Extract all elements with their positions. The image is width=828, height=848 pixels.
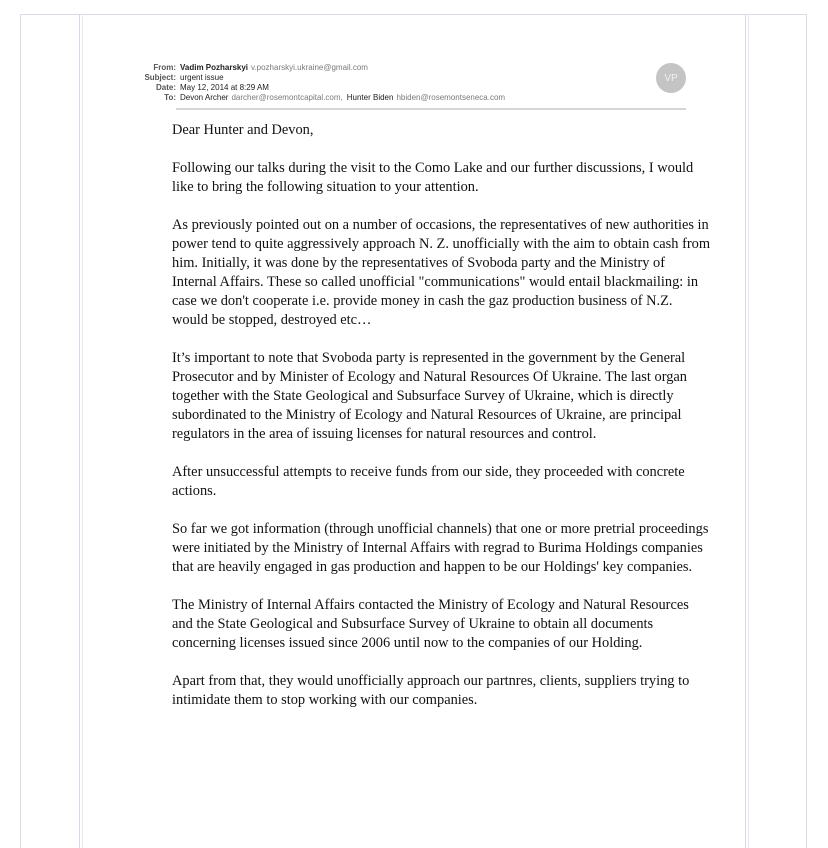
sender-email[interactable]: v.pozharskyi.ukraine@gmail.com [251,63,368,72]
recipient-email[interactable]: darcher@rosemontcapital.com, [231,93,343,102]
date-value: May 12, 2014 at 8:29 AM [180,83,269,92]
from-row [100,63,686,73]
email-body [172,121,712,729]
subject-row [100,73,686,83]
subject-value: urgent issue [180,73,224,82]
recipient-email[interactable]: hbiden@rosemontseneca.com [396,93,506,102]
body-paragraph: The Ministry of Internal Affairs contacted the Ministry of Ecology and Natural Resources and the State Geological and Subsurface Survey of Ukraine to obtain all documents concerning licenses issued since 2006 until now to the companies of our Holding. [172,597,689,651]
from-label: From: [153,63,176,72]
body-paragraph: Apart from that, they would unofficially approach our partnres, clients, suppliers trying to intimidate them to stop working with our companies. [172,673,690,708]
left-margin-rule [79,14,80,848]
subject-label: Subject: [144,73,176,82]
right-margin-rule-inner [748,14,749,848]
body-paragraph: As previously pointed out on a number of occasions, the representatives of new authorities in power tend to quite aggressively approach N. Z. unofficially with the aim to obtain cash from him. Initially, it was done by the representatives of Svoboda party and the Ministry of Internal Affairs. These so called unofficial "communications" would entail blackmailing: in case we don't cooperate i.e. provide money in cash the gaz production business of N.Z. would be stopped, destroyed etc… [172,217,711,328]
recipient-name[interactable]: Devon Archer [180,93,229,102]
recipient-name[interactable]: Hunter Biden [346,93,394,102]
sender-name[interactable]: Vadim Pozharskyi [180,63,249,72]
right-margin-rule [745,14,746,848]
email-header [100,63,686,103]
sender-avatar: VP [656,63,686,93]
greeting: Dear Hunter and Devon, [172,122,314,138]
body-paragraph: Following our talks during the visit to the Como Lake and our further discussions, I would like to bring the following situation to your attention. [172,160,694,195]
to-row [100,93,686,103]
body-paragraph: After unsuccessful attempts to receive funds from our side, they proceeded with concrete actions. [172,464,685,499]
body-paragraph: It’s important to note that Svoboda party is represented in the government by the General Prosecutor and by Minister of Ecology and Natural Resources Of Ukraine. The last organ together with the State Geological and Subsurface Survey of Ukraine, which is directly subordinated to the Ministry of Ecology and Natural Resources of Ukraine, are principal regulators in the area of issuing licenses for natural resources and control. [172,350,687,442]
date-row [100,83,686,93]
date-label: Date: [155,83,176,92]
to-label: To: [164,93,176,102]
left-margin-rule-inner [82,14,83,848]
body-paragraph: So far we got information (through unofficial channels) that one or more pretrial proceedings were initiated by the Ministry of Internal Affairs with regrad to Burima Holdings companies that are heavily engaged in gas production and happen to be our Holdings' key companies. [172,521,709,575]
header-divider [176,108,686,110]
